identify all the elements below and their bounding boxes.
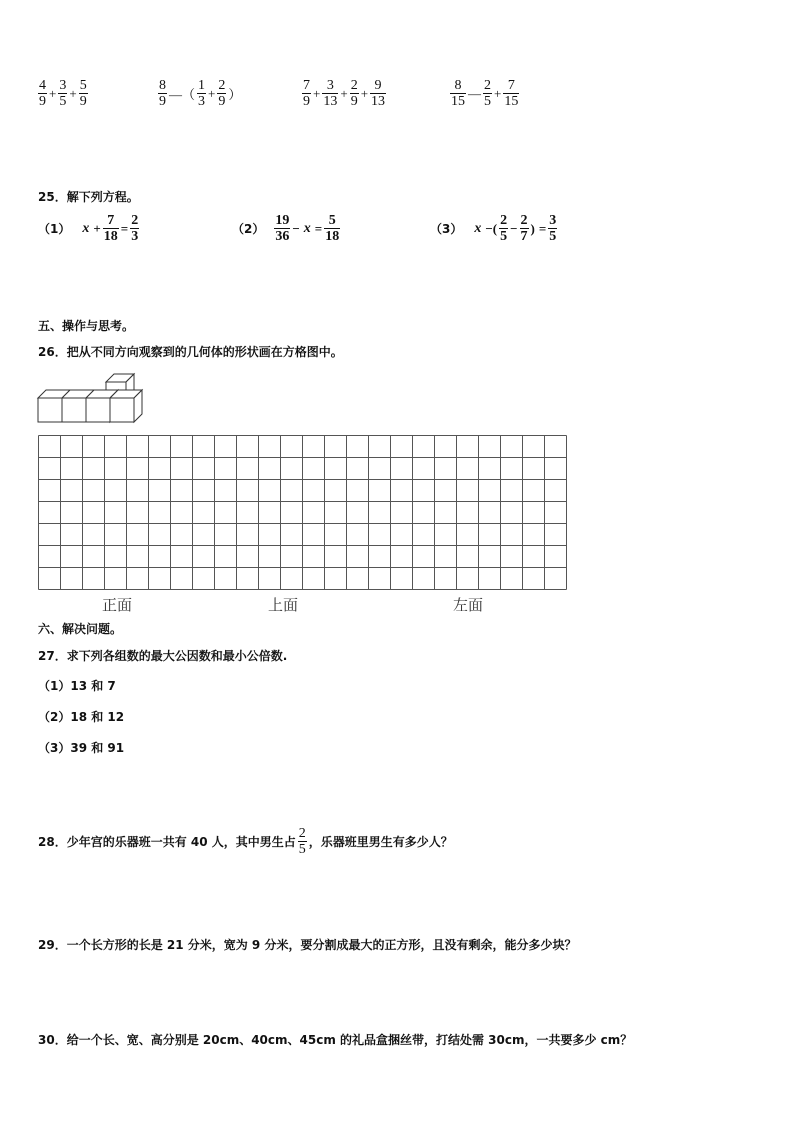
- question-27-item-2: （2）18 和 12: [38, 710, 125, 724]
- view-label-left: 左面: [453, 598, 484, 614]
- fraction-denominator: 5: [500, 229, 508, 244]
- equation-1: [38, 213, 139, 244]
- operator: ): [530, 220, 535, 236]
- operator: =: [538, 220, 547, 236]
- fraction-numerator: 8: [159, 78, 166, 93]
- fraction: [548, 213, 557, 244]
- question-28-fraction: [298, 826, 307, 857]
- fraction-denominator: 36: [275, 229, 290, 244]
- fraction-numerator: 2: [520, 213, 528, 228]
- equation-2-expr: [274, 213, 340, 244]
- operator: +: [69, 85, 77, 101]
- fraction: [158, 78, 167, 109]
- operator: =: [314, 220, 323, 236]
- fraction-denominator: 9: [159, 94, 166, 109]
- fraction-denominator: 5: [59, 94, 67, 109]
- calc-expression-3: [302, 78, 386, 109]
- equation-2-label: （2）: [232, 222, 265, 236]
- operator: +: [494, 85, 502, 101]
- fraction-denominator: 15: [451, 94, 465, 109]
- fraction-numerator: 19: [275, 213, 290, 228]
- cube-figure: [36, 370, 156, 426]
- fraction-denominator: 9: [350, 94, 358, 109]
- operator: +: [49, 85, 57, 101]
- operator: +: [340, 85, 348, 101]
- fraction-numerator: 3: [59, 78, 67, 93]
- equation-2: [232, 213, 340, 244]
- operator: −(: [485, 220, 498, 236]
- fraction-denominator: 3: [198, 94, 206, 109]
- operator: +: [313, 85, 321, 101]
- operator: +: [93, 220, 101, 236]
- question-30: 30．给一个长、宽、高分别是 20cm、40cm、45cm 的礼品盒捆丝带，打结处需 30cm，一共要多少 cm？: [38, 1033, 633, 1047]
- fraction: [370, 78, 386, 109]
- variable: x: [82, 220, 90, 236]
- fraction: [483, 78, 492, 109]
- fraction-denominator: 7: [520, 229, 528, 244]
- fraction: [79, 78, 88, 109]
- fraction-numerator: 3: [326, 78, 334, 93]
- question-29: 29．一个长方形的长是 21 分米，宽为 9 分米，要分割成最大的正方形，且没有剩余，能分多少块？: [38, 938, 577, 952]
- fraction-numerator: 2: [500, 213, 508, 228]
- fraction: [450, 78, 466, 109]
- fraction: [322, 78, 338, 109]
- fraction-denominator: 13: [323, 94, 338, 109]
- fraction: [274, 213, 290, 244]
- question-25-title: 25．解下列方程。: [38, 190, 139, 204]
- fraction-numerator: 7: [507, 78, 515, 93]
- fraction-numerator: 2: [484, 78, 491, 93]
- equation-3: [430, 213, 557, 244]
- fraction: [217, 78, 226, 109]
- fraction-numerator: 7: [303, 78, 310, 93]
- calc-expression-2: [158, 78, 243, 109]
- fraction-denominator: 5: [484, 94, 491, 109]
- fraction-numerator: 2: [350, 78, 358, 93]
- fraction-denominator: 9: [303, 94, 310, 109]
- operator: —（: [169, 87, 196, 102]
- question-27-title: 27．求下列各组数的最大公因数和最小公倍数.: [38, 649, 288, 663]
- fraction-denominator: 9: [79, 94, 87, 109]
- calc-expression-4: [450, 78, 519, 109]
- view-label-front: 正面: [102, 598, 133, 614]
- square-grid: [38, 435, 568, 591]
- operator: +: [208, 85, 216, 101]
- operator: +: [360, 85, 369, 101]
- question-27-item-3: （3）39 和 91: [38, 741, 125, 755]
- fraction: [103, 213, 119, 244]
- operator: −: [510, 220, 518, 236]
- fraction: [503, 78, 519, 109]
- fraction: [197, 78, 206, 109]
- fraction-denominator: 18: [103, 229, 118, 244]
- fraction-denominator: 3: [131, 229, 139, 244]
- question-28-text-before: 28．少年宫的乐器班一共有 40 人，其中男生占: [38, 835, 296, 849]
- fraction-denominator: 5: [298, 842, 306, 857]
- fraction-numerator: 8: [454, 78, 462, 93]
- fraction: [350, 78, 359, 109]
- fraction-denominator: 15: [504, 94, 519, 109]
- fraction: [324, 213, 340, 244]
- fraction-numerator: 2: [218, 78, 226, 93]
- fraction: [58, 78, 67, 109]
- equation-1-label: （1）: [38, 222, 71, 236]
- fraction-numerator: 9: [374, 78, 382, 93]
- fraction: [38, 78, 47, 109]
- fraction-numerator: 2: [131, 213, 139, 228]
- operator: ）: [228, 87, 242, 102]
- fraction-denominator: 9: [39, 94, 46, 109]
- equation-3-expr: [472, 213, 557, 244]
- equation-3-label: （3）: [430, 222, 463, 236]
- operator: =: [120, 220, 129, 236]
- operator: −: [292, 220, 300, 236]
- fraction-denominator: 18: [325, 229, 340, 244]
- fraction-numerator: 5: [328, 213, 336, 228]
- equation-1-expr: [80, 213, 139, 244]
- fraction-numerator: 3: [549, 213, 557, 228]
- fraction-denominator: 13: [371, 94, 386, 109]
- calc-expression-1: [38, 78, 88, 109]
- fraction: [130, 213, 139, 244]
- fraction-numerator: 2: [298, 826, 306, 841]
- fraction-denominator: 9: [218, 94, 226, 109]
- operator: —: [468, 85, 481, 101]
- question-28: [38, 826, 453, 857]
- view-label-top: 上面: [268, 598, 299, 614]
- fraction: [499, 213, 508, 244]
- question-27-item-1: （1）13 和 7: [38, 679, 116, 693]
- question-28-text-after: ，乐器班里男生有多少人？: [308, 835, 453, 849]
- fraction-numerator: 1: [198, 78, 206, 93]
- question-26-title: 26．把从不同方向观察到的几何体的形状画在方格图中。: [38, 345, 343, 359]
- fraction-numerator: 5: [79, 78, 87, 93]
- variable: x: [474, 220, 482, 236]
- fraction: [520, 213, 529, 244]
- section-5-heading: 五、操作与思考。: [38, 319, 135, 333]
- fraction-numerator: 7: [107, 213, 115, 228]
- fraction-numerator: 4: [39, 78, 46, 93]
- fraction: [302, 78, 311, 109]
- section-6-heading: 六、解决问题。: [38, 622, 123, 636]
- variable: x: [303, 220, 311, 236]
- fraction-denominator: 5: [549, 229, 557, 244]
